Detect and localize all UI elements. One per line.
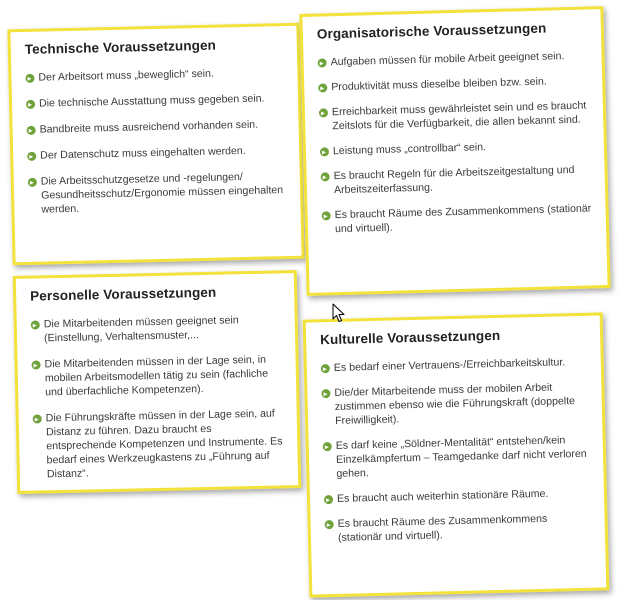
list-item-text: Die technische Ausstattung muss gegeben sein. [38,92,265,110]
list-item [31,312,282,345]
list-item [31,352,282,399]
list-item-text: Erreichbarkeit muss gewährleistet sein und es braucht Zeitslots für die Verfügbarkeit, die allen bekannt sind. [331,99,587,133]
bullet-arrow-icon [321,172,330,181]
list-item [318,73,588,94]
bullet-arrow-icon [325,520,334,529]
list-item [26,91,284,111]
list-item-text: Aufgaben müssen für mobile Arbeit geeignet sein. [330,50,565,69]
list-item [25,65,283,85]
list-item-text: Es braucht Regeln für die Arbeitszeitgestaltung und Arbeitszeiterfassung. [333,163,575,197]
list-item [320,137,590,158]
card-title: Kulturelle Voraussetzungen [319,327,501,348]
list-item [26,117,284,137]
list-item-text: Die Mitarbeitenden müssen in der Lage sein, in mobilen Arbeitsmodellen tätig zu sein (fachliche und überfachliche Kompetenzen). [44,353,269,399]
list-item-text: Die Mitarbeitenden müssen geeignet sein (Einstellung, Verhaltensmuster,... [43,314,239,345]
card-technische-voraussetzungen [7,23,304,266]
bullet-arrow-icon [318,58,327,67]
list-item [324,486,590,506]
card-title: Technische Voraussetzungen [24,37,217,57]
list-item [27,143,285,163]
card-kulturelle-voraussetzungen [303,312,610,597]
bullet-arrow-icon [25,74,34,83]
list-item [323,433,590,481]
card-organisatorische-voraussetzungen [299,6,610,296]
list-item-text: Leistung muss „controllbar“ sein. [332,141,487,158]
list-item-text: Es bedarf einer Vertrauens-/Erreichbarkeitskultur. [333,356,566,374]
card-personelle-voraussetzungen [13,270,302,494]
list-item-text: Es braucht Räume des Zusammenkommens (stationär und virtuell). [337,512,548,544]
list-item-text: Die Führungskräfte müssen in der Lage sein, auf Distanz zu führen. Dazu braucht es entsprechende Kompetenzen und Instrumente. Es bedarf eines Werkzeugkastens zu „Führung auf Distanz“. [45,407,283,481]
bullet-arrow-icon [322,211,331,220]
list-item-text: Es darf keine „Söldner-Mentalität“ entstehen/kein Einzelkämpfertum – Teamgedanke darf nicht verloren gehen. [335,434,587,480]
list-item [324,511,591,545]
list-item-text: Es braucht Räume des Zusammenkommens (stationär und virtuell). [334,202,592,236]
bullet-arrow-icon [321,389,330,398]
bullet-arrow-icon [26,100,35,109]
list-item-text: Es braucht auch weiterhin stationäre Räume. [336,487,549,505]
bullet-arrow-icon [324,495,333,504]
list-item-text: Produktivität muss dieselbe bleiben bzw. sein. [331,75,547,94]
list-item-text: Die/der Mitarbeitende muss der mobilen Arbeit zustimmen ebenso wie die Führungskraft (doppelte Freiwilligkeit). [334,381,576,427]
bullet-list [31,312,284,481]
list-item [321,380,588,428]
card-title: Personelle Voraussetzungen [30,284,217,304]
bullet-arrow-icon [32,360,41,369]
list-item [319,98,590,133]
bullet-list [317,49,592,237]
mouse-pointer-icon [332,303,346,323]
bullet-arrow-icon [28,178,37,187]
list-item [321,355,587,375]
bullet-arrow-icon [27,126,36,135]
bullet-arrow-icon [27,152,36,161]
list-item-text: Der Datenschutz muss eingehalten werden. [40,144,246,162]
card-title: Organisatorische Voraussetzungen [316,20,547,42]
list-item-text: Der Arbeitsort muss „beweglich“ sein. [38,67,215,84]
bullet-arrow-icon [320,147,329,156]
list-item [28,169,287,217]
bullet-arrow-icon [319,108,328,117]
bullet-arrow-icon [31,320,40,329]
list-item-text: Bandbreite muss ausreichend vorhanden sein. [39,118,259,136]
bullet-list [321,355,591,545]
list-item [321,201,592,236]
list-item-text: Die Arbeitsschutzgesetze und -regelungen/ Gesundheitsschutz/Ergonomie müssen eingehalten werden. [40,171,284,216]
list-item [317,49,587,70]
bullet-arrow-icon [33,414,42,423]
bullet-arrow-icon [318,83,327,92]
bullet-arrow-icon [321,364,330,373]
bullet-arrow-icon [323,442,332,451]
list-item [33,406,284,481]
list-item [320,162,591,197]
bullet-list [25,65,286,217]
